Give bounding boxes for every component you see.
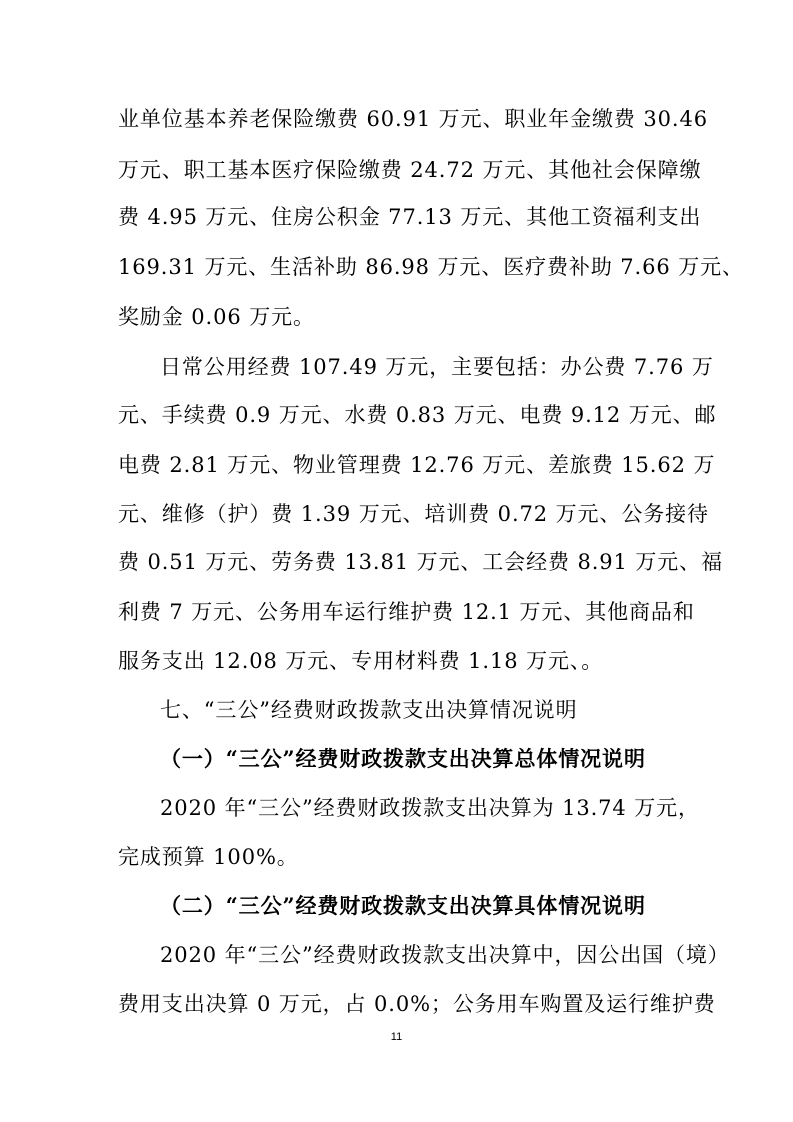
text-line: 2020 年“三公”经费财政拨款支出决算为 13.74 万元，	[160, 796, 700, 820]
text-line: 业单位基本养老保险缴费 60.91 万元、职业年金缴费 30.46	[118, 107, 708, 131]
text-line: 费 4.95 万元、住房公积金 77.13 万元、其他工资福利支出	[118, 205, 702, 229]
text-line: 完成预算 100%。	[118, 845, 299, 869]
text-line: 万元、职工基本医疗保险缴费 24.72 万元、其他社会保障缴	[118, 158, 702, 182]
text-line: 元、维修（护）费 1.39 万元、培训费 0.72 万元、公务接待	[118, 502, 709, 526]
text-line: 费 0.51 万元、劳务费 13.81 万元、工会经费 8.91 万元、福	[118, 550, 723, 574]
section-title: 七、“三公”经费财政拨款支出决算情况说明	[160, 698, 578, 722]
text-line: 奖励金 0.06 万元。	[118, 305, 315, 329]
subsection-title: （二）“三公”经费财政拨款支出决算具体情况说明	[160, 893, 646, 918]
text-line: 日常公用经费 107.49 万元，主要包括：办公费 7.76 万	[160, 355, 714, 379]
text-line: 电费 2.81 万元、物业管理费 12.76 万元、差旅费 15.62 万	[118, 453, 716, 477]
text-line: 169.31 万元、生活补助 86.98 万元、医疗费补助 7.66 万元、	[118, 255, 744, 279]
text-line: 元、手续费 0.9 万元、水费 0.83 万元、电费 9.12 万元、邮	[118, 403, 717, 427]
text-line: 费用支出决算 0 万元，占 0.0%；公务用车购置及运行维护费	[118, 992, 716, 1016]
text-line: 利费 7 万元、公务用车运行维护费 12.1 万元、其他商品和	[118, 600, 695, 624]
page-number: 11	[390, 1031, 403, 1043]
subsection-title: （一）“三公”经费财政拨款支出决算总体情况说明	[160, 746, 646, 771]
text-line: 服务支出 12.08 万元、专用材料费 1.18 万元、。	[118, 649, 604, 673]
text-line: 2020 年“三公”经费财政拨款支出决算中，因公出国（境）	[160, 943, 730, 967]
